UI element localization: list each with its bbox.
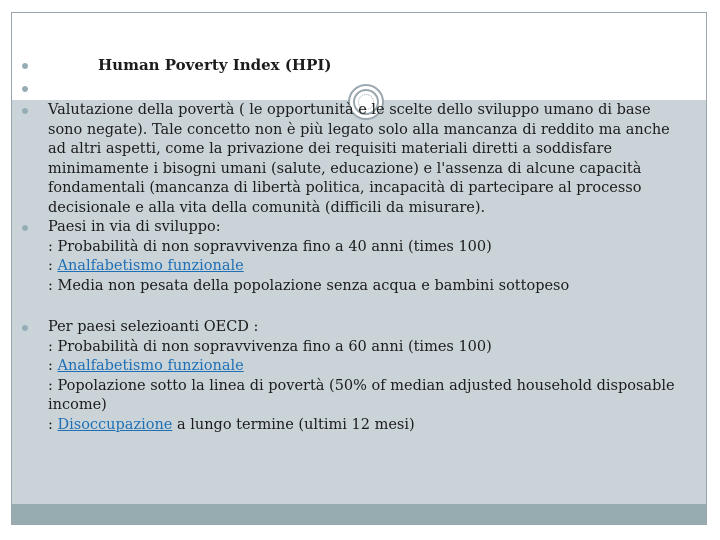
slide-footer-band [12, 504, 706, 524]
oecd-line-3: : Popolazione sotto la linea di povertà (50% of median adjusted household disposable income) [48, 377, 675, 413]
title-row [18, 56, 678, 79]
developing-bullet [18, 218, 678, 296]
oecd-line-2: : Analfabetismo funzionale [48, 358, 244, 374]
analfabetismo-link[interactable]: Analfabetismo funzionale [57, 358, 244, 374]
bullet-icon [22, 63, 28, 69]
developing-heading: Paesi in via di sviluppo: [48, 219, 221, 235]
empty-bullet-row [18, 79, 678, 101]
developing-line-2: : Analfabetismo funzionale [48, 258, 244, 274]
developing-line-1: : Probabilità di non sopravvivenza fino a 40 anni (times 100) [48, 238, 492, 255]
slide-content [18, 56, 678, 435]
analfabetismo-link[interactable]: Analfabetismo funzionale [57, 258, 244, 274]
oecd-line-1: : Probabilità di non sopravvivenza fino a 60 anni (times 100) [48, 338, 492, 355]
intro-bullet [18, 101, 678, 218]
bullet-icon [22, 225, 28, 231]
bullet-icon [22, 108, 28, 114]
disoccupazione-link[interactable]: Disoccupazione [57, 416, 173, 433]
intro-text: Valutazione della povertà ( le opportunità e le scelte dello sviluppo umano di base sono negate). Tale concetto non è più legato solo alla mancanza di reddito ma anche ad altri aspetti, come la privazione dei requisiti materiali diretti a soddisfare minimamente i bisogni umani (salute, educazione) e l'assenza di alcune capacità fondamentali (mancanza di libertà politica, incapacità di partecipare al processo decisionale e alla vita della comunità (difficili da misurare). [48, 102, 670, 216]
bullet-icon [22, 325, 28, 331]
slide-title: Human Poverty Index (HPI) [98, 56, 332, 74]
spacer [18, 296, 678, 318]
bullet-icon [22, 86, 28, 92]
oecd-line-4: : Disoccupazione a lungo termine (ultimi 12 mesi) [48, 416, 415, 433]
oecd-bullet [18, 318, 678, 435]
oecd-heading: Per paesi selezioanti OECD : [48, 319, 259, 335]
developing-line-3: : Media non pesata della popolazione senza acqua e bambini sottopeso [48, 277, 570, 294]
